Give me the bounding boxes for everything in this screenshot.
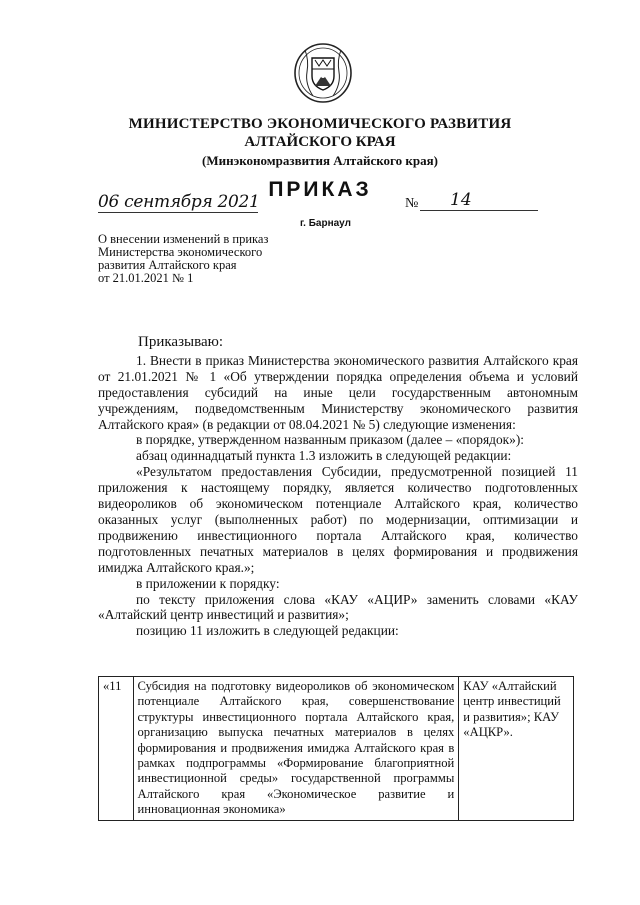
subject-line: развития Алтайского края (98, 258, 237, 272)
position-number-cell: «11 (99, 677, 134, 821)
paragraph: в приложении к порядку: (136, 575, 280, 591)
paragraph: позицию 11 изложить в следующей редакции: (136, 623, 399, 639)
document-subject (98, 233, 318, 285)
paragraph: в порядке, утвержденном названным приказом (далее – «порядок»): (136, 432, 525, 448)
position-recipient-cell: КАУ «Алтайский центр инвестиций и развития»; КАУ «АЦКР». (459, 677, 574, 821)
paragraph: 1. Внести в приказ Министерства экономического развития Алтайского края от 21.01.2021 № 1 «Об утверждении порядка определения объема и условий предоставления субсидий на иные цели государственным автономным учреждениям, подведомственным Министерству экономического развития Алтайского края» (в редакции от 08.04.2021 № 5) следующие изменения: (98, 352, 578, 432)
subject-line: О внесении изменений в приказ (98, 232, 269, 246)
table-row (99, 677, 574, 821)
handwritten-number: 14 (450, 190, 472, 210)
paragraph: по тексту приложения слова «КАУ «АЦИР» заменить словами «КАУ «Алтайский центр инвестиций и развития»; (98, 591, 578, 623)
ministry-name-line1: МИНИСТЕРСТВО ЭКОНОМИЧЕСКОГО РАЗВИТИЯ (128, 116, 512, 132)
subject-line: Министерства экономического (98, 245, 263, 259)
position-table (98, 676, 574, 821)
altai-krai-coat-of-arms-icon (293, 42, 353, 104)
city-label: г. Барнаул (300, 218, 351, 229)
number-label: № (405, 196, 419, 211)
date-underline (98, 212, 258, 213)
ministry-short-name: (Минэкономразвития Алтайского края) (202, 153, 438, 168)
subject-line: от 21.01.2021 № 1 (98, 271, 194, 285)
position-description-cell: Субсидия на подготовку видеороликов об экономическом потенциале Алтайского края, совершенствование структуры инвестиционного портала Алтайского края, организацию выпуска печатных материалов в целях формирования и продвижения имиджа Алтайского края в рамках подпрограммы «Формирование благоприятной инвестиционной среды» государственной программы Алтайского края «Экономическое развитие и инновационная экономика» (133, 677, 459, 821)
number-underline (420, 210, 538, 211)
document-body (98, 335, 578, 639)
paragraph: «Результатом предоставления Субсидии, предусмотренной позицией 11 приложения к настоящему порядку, является количество подготовленных видеороликов об экономическом потенциале Алтайского края, количество оказанных услуг (выполненных работ) по модернизации, оптимизации и продвижению инвестиционного портала Алтайского края, количество подготовленных печатных материалов в целях формирования и продвижения имиджа Алтайского края.»; (98, 464, 578, 575)
document-type-title: ПРИКАЗ (268, 178, 372, 201)
handwritten-date: 06 сентября 2021 (98, 192, 260, 212)
ministry-name-line2: АЛТАЙСКОГО КРАЯ (244, 134, 396, 150)
paragraph: абзац одиннадцатый пункта 1.3 изложить в следующей редакции: (136, 448, 512, 464)
order-directive: Приказываю: (138, 334, 223, 350)
